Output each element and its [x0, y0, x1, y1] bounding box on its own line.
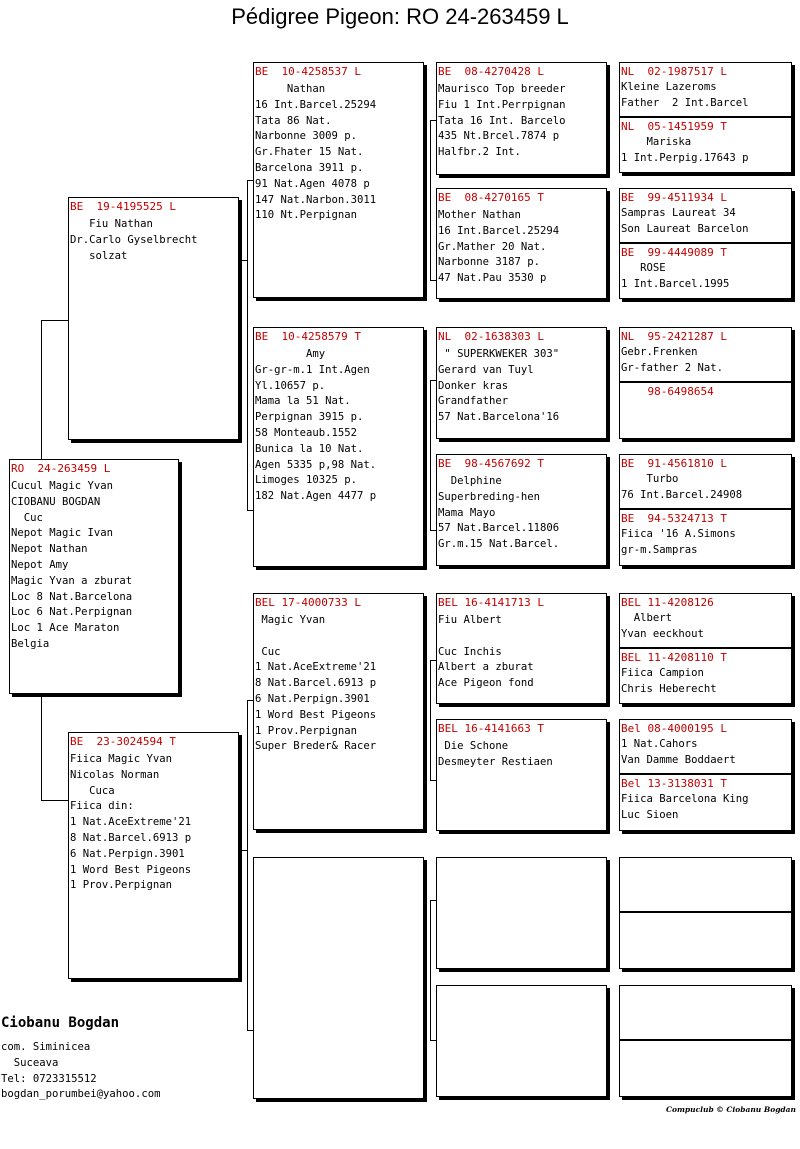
pigeon-notes: Kleine Lazeroms Father 2 Int.Barcel — [621, 81, 749, 109]
pigeon-box-g7[interactable] — [619, 454, 792, 509]
ring-number: BE 10-4258537 L — [255, 65, 361, 78]
ring-number: BEL 17-4000733 L — [255, 596, 361, 609]
pigeon-box-empty[interactable] — [619, 857, 792, 912]
pigeon-notes: 1 Nat.Cahors Van Damme Boddaert — [621, 738, 736, 766]
pigeon-notes: ROSE 1 Int.Barcel.1995 — [621, 262, 730, 290]
pigeon-box-g8[interactable] — [619, 509, 792, 566]
connector-line — [41, 320, 68, 321]
ring-number: NL 02-1987517 L — [621, 65, 727, 78]
pigeon-notes: Die Schone Desmeyter Restiaen — [438, 740, 553, 768]
ring-number: BE 94-5324713 T — [621, 512, 727, 525]
connector-line — [41, 800, 68, 801]
connector-line — [239, 850, 247, 851]
connector-line — [430, 660, 431, 780]
pigeon-box-mfm[interactable] — [436, 719, 607, 831]
ring-number: BE 10-4258579 T — [255, 330, 361, 343]
ring-number: RO 24-263459 L — [11, 462, 111, 475]
pigeon-notes: Fiica Campion Chris Heberecht — [621, 667, 717, 695]
pigeon-notes: Cucul Magic Yvan CIOBANU BOGDAN Cuc Nepot Magic Ivan Nepot Nathan Nepot Amy Magic Yvan a zburat Loc 8 Nat.Barcelona Loc 6 Nat.Perpignan Loc 1 Ace Maraton Belgia — [11, 480, 133, 650]
pigeon-notes: Mother Nathan 16 Int.Barcel.25294 Gr.Mather 20 Nat. Narbonne 3187 p. 47 Nat.Pau 3530 p — [438, 209, 560, 285]
pigeon-box-g9[interactable] — [619, 593, 792, 648]
connector-line — [430, 120, 431, 280]
connector-line — [430, 380, 431, 530]
pigeon-box-mff[interactable] — [436, 593, 607, 704]
pigeon-box-empty[interactable] — [436, 857, 607, 969]
ring-number: BE 99-4511934 L — [621, 191, 727, 204]
pigeon-box-father[interactable] — [68, 197, 239, 440]
pigeon-box-g12[interactable] — [619, 774, 792, 831]
pigeon-notes: Fiu Nathan Dr.Carlo Gyselbrecht solzat — [70, 218, 198, 262]
pigeon-box-ffm[interactable] — [436, 188, 607, 299]
pigeon-box-g1[interactable] — [619, 62, 792, 117]
ring-number: Bel 08-4000195 L — [621, 722, 727, 735]
pigeon-box-g2[interactable] — [619, 117, 792, 173]
pigeon-box-fff[interactable] — [436, 62, 607, 175]
connector-line — [430, 900, 431, 1040]
pigeon-box-g3[interactable] — [619, 188, 792, 243]
pigeon-box-fmm[interactable] — [436, 454, 607, 566]
pigeon-box-ff[interactable] — [253, 62, 424, 298]
page-title: Pédigree Pigeon: RO 24-263459 L — [231, 4, 569, 29]
pigeon-notes: Gebr.Frenken Gr-father 2 Nat. — [621, 346, 724, 374]
pigeon-notes: Mariska 1 Int.Perpig.17643 p — [621, 136, 749, 164]
ring-number: BEL 16-4141713 L — [438, 596, 544, 609]
owner-name: Ciobanu Bogdan — [1, 1015, 120, 1031]
pigeon-box-g10[interactable] — [619, 648, 792, 704]
pigeon-notes: Fiu Albert Cuc Inchis Albert a zburat Ace Pigeon fond — [438, 614, 534, 690]
ring-number: BE 23-3024594 T — [70, 735, 176, 748]
pigeon-box-mother[interactable] — [68, 732, 239, 979]
pigeon-notes: Fiica Barcelona King Luc Sioen — [621, 793, 749, 821]
pigeon-box-empty[interactable] — [619, 1040, 792, 1097]
ring-number: NL 05-1451959 T — [621, 120, 727, 133]
connector-line — [247, 700, 248, 1030]
owner-contact: com. Siminicea Suceava Tel: 0723315512 bogdan_porumbei@yahoo.com — [1, 1041, 161, 1101]
pigeon-notes: Delphine Superbreding-hen Mama Mayo 57 Nat.Barcel.11806 Gr.m.15 Nat.Barcel. — [438, 475, 560, 551]
pigeon-notes: Albert Yvan eeckhout — [621, 612, 704, 640]
pigeon-box-g6[interactable] — [619, 382, 792, 439]
pigeon-box-g11[interactable] — [619, 719, 792, 774]
ring-number: BEL 11-4208110 T — [621, 651, 727, 664]
ring-number: NL 95-2421287 L — [621, 330, 727, 343]
ring-number: Bel 13-3138031 T — [621, 777, 727, 790]
pigeon-box-g4[interactable] — [619, 243, 792, 299]
pigeon-notes: Turbo 76 Int.Barcel.24908 — [621, 473, 743, 501]
pigeon-box-fmf[interactable] — [436, 327, 607, 439]
pigeon-box-main[interactable] — [9, 459, 179, 694]
pigeon-box-empty[interactable] — [619, 912, 792, 969]
pigeon-notes: " SUPERKWEKER 303" Gerard van Tuyl Donker kras Grandfather 57 Nat.Barcelona'16 — [438, 348, 560, 424]
pigeon-notes: Magic Yvan Cuc 1 Nat.AceExtreme'21 8 Nat.Barcel.6913 p 6 Nat.Perpign.3901 1 Word Best Pigeons 1 Prov.Perpignan Super Breder& Racer — [255, 614, 377, 753]
ring-number: BE 08-4270165 T — [438, 191, 544, 204]
ring-number: BEL 11-4208126 — [621, 596, 714, 609]
pigeon-notes: Amy Gr-gr-m.1 Int.Agen Yl.10657 p. Mama la 51 Nat. Perpignan 3915 p. 58 Monteaub.1552 Bunica la 10 Nat. Agen 5335 p,98 Nat. Limoges 10325 p. 182 Nat.Agen 4477 p — [255, 348, 377, 503]
connector-line — [239, 260, 247, 261]
ring-number: BE 08-4270428 L — [438, 65, 544, 78]
credit-text: Compuclub © Ciobanu Bogdan — [665, 1105, 796, 1114]
connector-line — [41, 320, 42, 459]
ring-number: 98-6498654 — [621, 385, 714, 398]
pigeon-notes: Fiica Magic Yvan Nicolas Norman Cuca Fiica din: 1 Nat.AceExtreme'21 8 Nat.Barcel.6913 p 6 Nat.Perpign.3901 1 Word Best Pigeons 1 Prov.Perpignan — [70, 753, 192, 892]
ring-number: BE 98-4567692 T — [438, 457, 544, 470]
pigeon-box-g5[interactable] — [619, 327, 792, 382]
connector-line — [247, 180, 248, 510]
ring-number: BEL 16-4141663 T — [438, 722, 544, 735]
pigeon-box-fm[interactable] — [253, 327, 424, 567]
ring-number: BE 91-4561810 L — [621, 457, 727, 470]
pigeon-box-mf[interactable] — [253, 593, 424, 830]
pigeon-box-empty[interactable] — [436, 985, 607, 1097]
pigeon-notes: Fiica '16 A.Simons gr-m.Sampras — [621, 528, 736, 556]
pigeon-box-empty[interactable] — [253, 857, 424, 1099]
pigeon-notes: Sampras Laureat 34 Son Laureat Barcelon — [621, 207, 749, 235]
ring-number: BE 99-4449089 T — [621, 246, 727, 259]
connector-line — [41, 694, 42, 800]
ring-number: BE 19-4195525 L — [70, 200, 176, 213]
pigeon-notes: Nathan 16 Int.Barcel.25294 Tata 86 Nat. Narbonne 3009 p. Gr.Fhater 15 Nat. Barcelona 3911 p. 91 Nat.Agen 4078 p 147 Nat.Narbon.3011 110 Nt.Perpignan — [255, 83, 377, 222]
ring-number: NL 02-1638303 L — [438, 330, 544, 343]
pigeon-box-empty[interactable] — [619, 985, 792, 1040]
pigeon-notes: Maurisco Top breeder Fiu 1 Int.Perrpignan Tata 16 Int. Barcelo 435 Nt.Brcel.7874 p Halfbr.2 Int. — [438, 83, 566, 159]
